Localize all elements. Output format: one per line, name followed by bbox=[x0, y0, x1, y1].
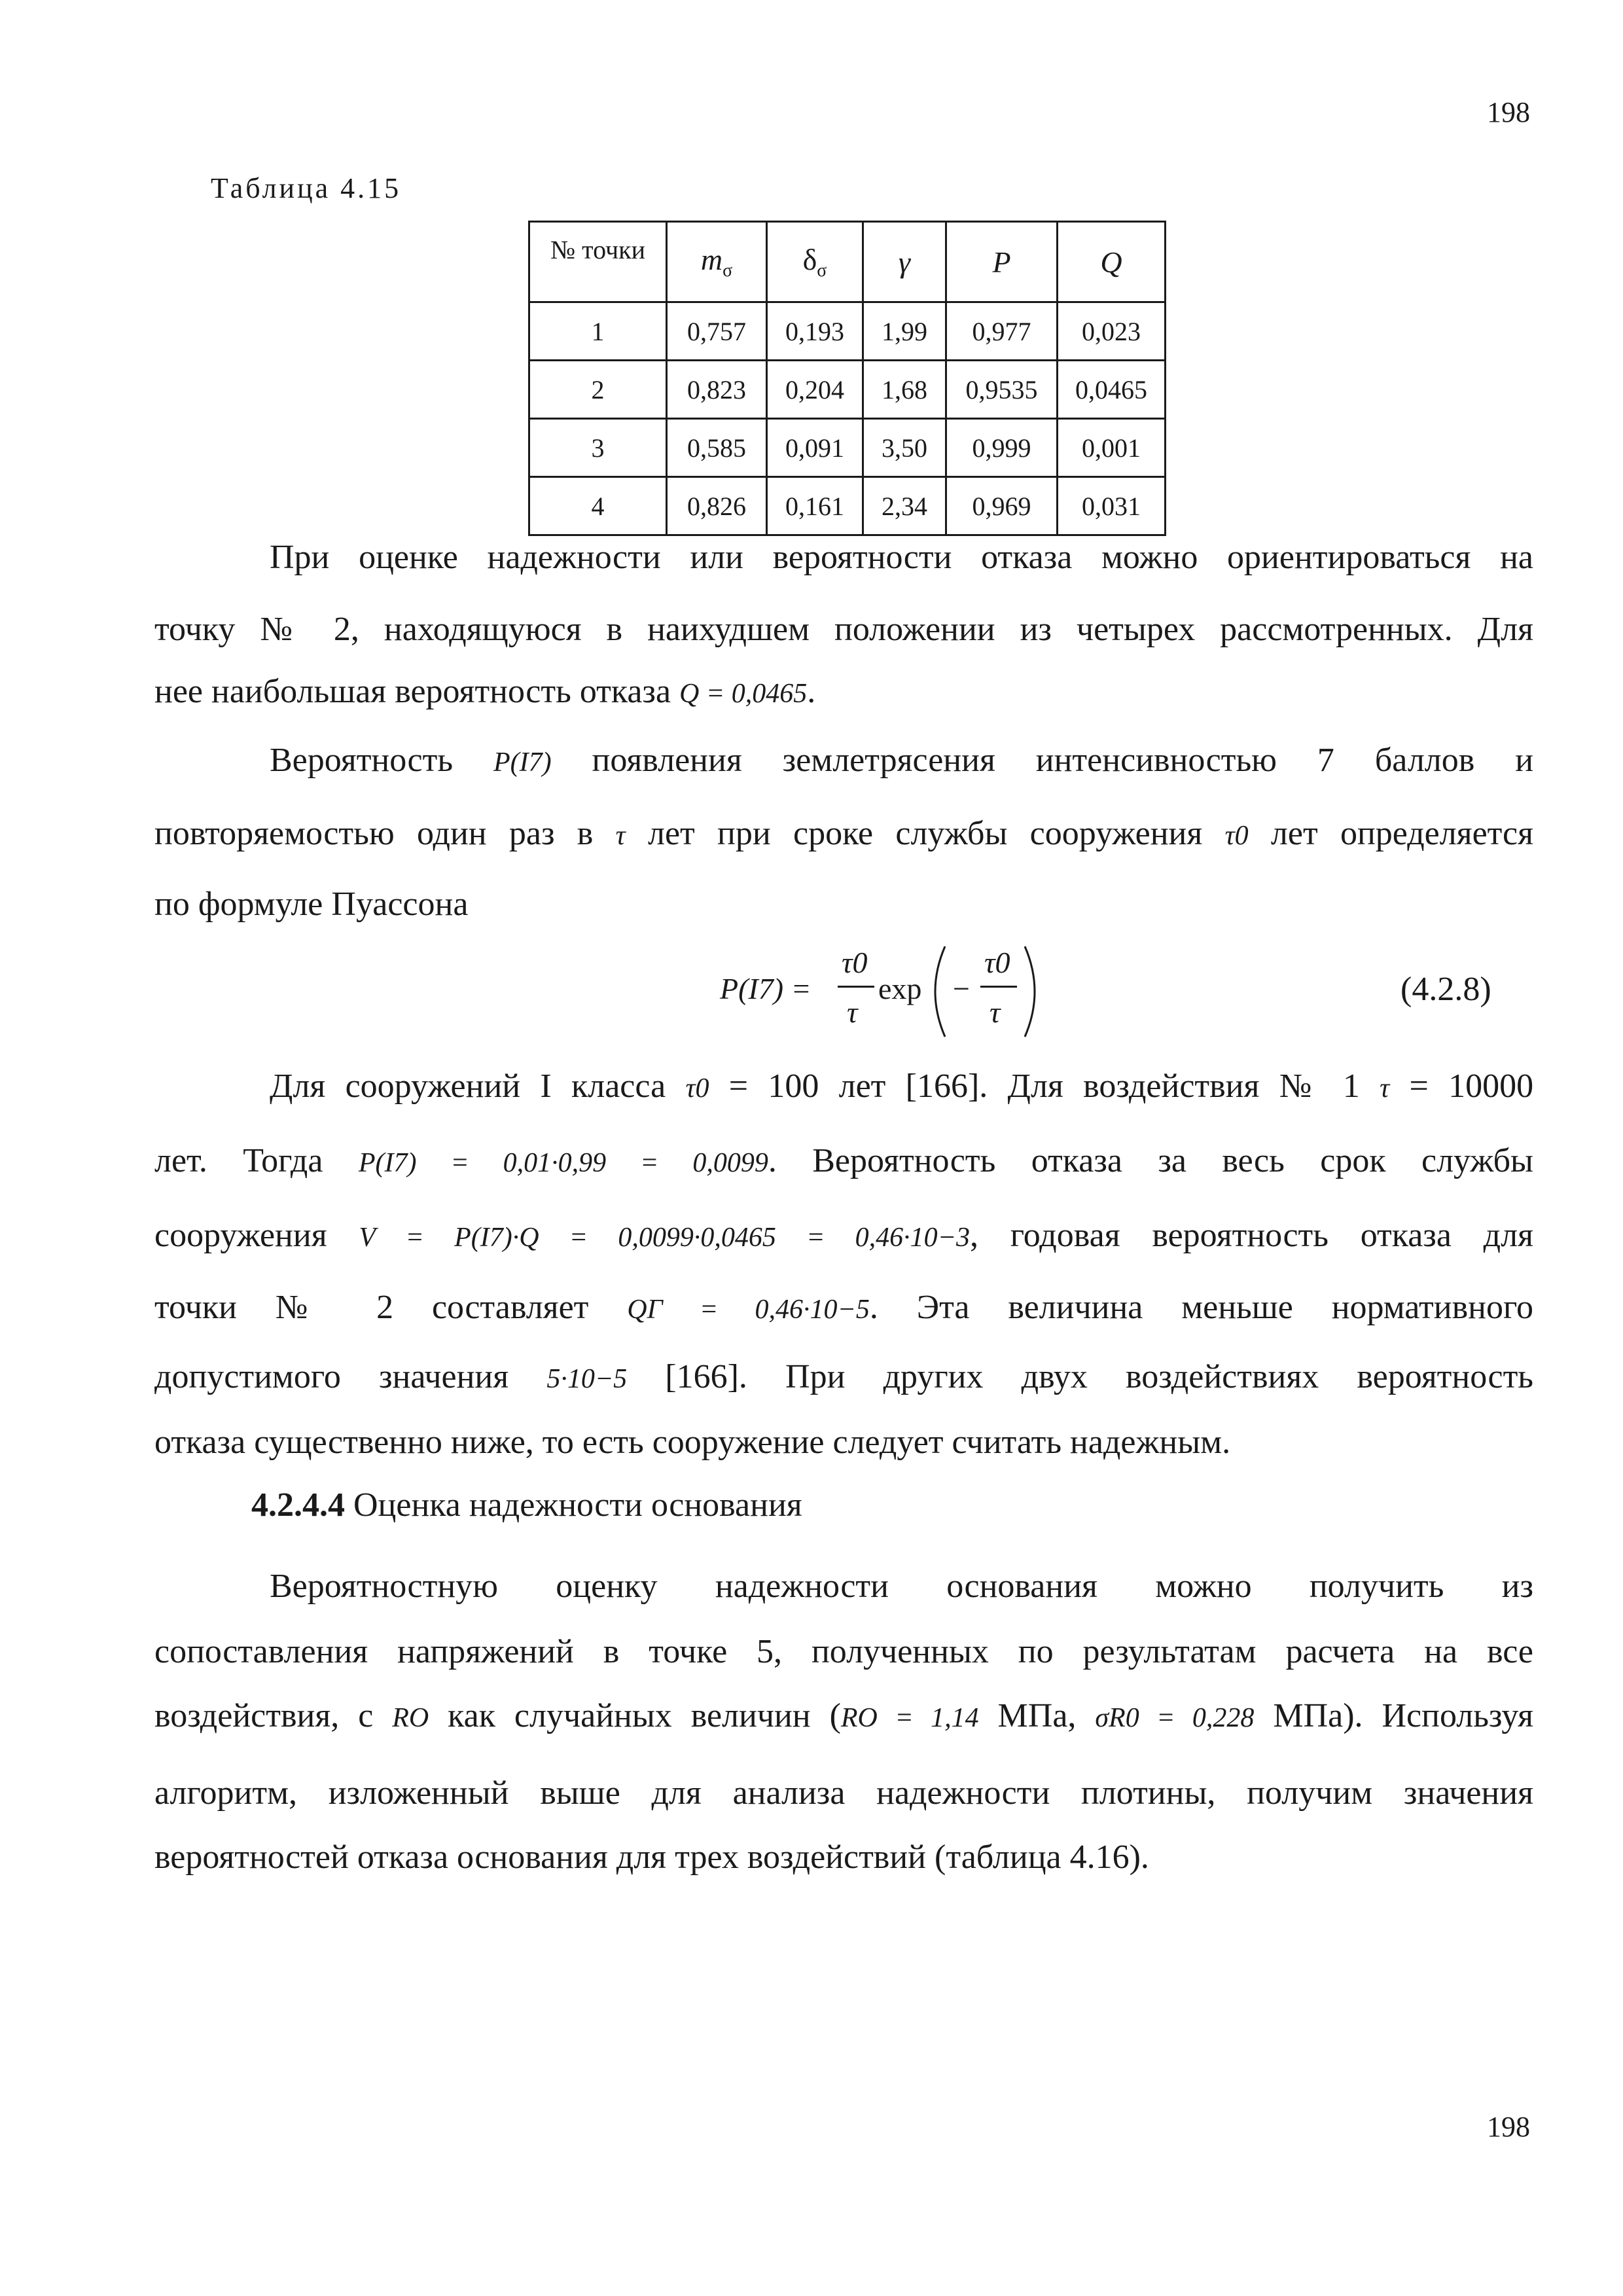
equation-fraction-numerator: τ0 bbox=[842, 946, 868, 979]
table-cell: 0,193 bbox=[767, 302, 863, 361]
table-row bbox=[529, 477, 1166, 535]
table-cell: 0,023 bbox=[1058, 302, 1166, 361]
paragraph-line bbox=[154, 1215, 1533, 1259]
header-gamma: γ bbox=[863, 222, 946, 302]
table-cell: 0,757 bbox=[667, 302, 767, 361]
header-q: Q bbox=[1058, 222, 1166, 302]
inline-text: как случайных величин ( bbox=[448, 1697, 841, 1734]
fraction-bar bbox=[838, 986, 874, 988]
inline-formula: V = P(I7)·Q = 0,0099·0,0465 = 0,46·10−3 bbox=[359, 1223, 971, 1253]
fraction-bar bbox=[980, 986, 1017, 988]
table-cell: 0,091 bbox=[767, 419, 863, 477]
table-cell: 0,204 bbox=[767, 361, 863, 419]
inline-formula: QГ = 0,46·10−5 bbox=[627, 1295, 870, 1325]
inline-formula: 5·10−5 bbox=[546, 1364, 628, 1394]
equation-lhs: P(I7) = bbox=[720, 972, 812, 1005]
paragraph-line: алгоритм, изложенный выше для анализа надежности плотины, получим значения bbox=[154, 1774, 1533, 1812]
inline-text: Для сооружений I класса bbox=[270, 1067, 666, 1105]
table-cell: 0,9535 bbox=[946, 361, 1058, 419]
table-cell: 0,161 bbox=[767, 477, 863, 535]
paragraph-line: сопоставления напряжений в точке 5, полученных по результатам расчета на все bbox=[154, 1633, 1533, 1670]
table-row bbox=[529, 361, 1166, 419]
paragraph-line bbox=[154, 813, 1533, 857]
inline-formula: τ0 bbox=[685, 1073, 709, 1103]
inline-text: лет. Тогда bbox=[154, 1142, 323, 1179]
inline-text: , годовая вероятность отказа для bbox=[970, 1217, 1533, 1254]
page-number-bottom: 198 bbox=[1487, 2111, 1530, 2143]
table-cell: 2,34 bbox=[863, 477, 946, 535]
table-header-row bbox=[529, 222, 1166, 302]
inline-formula: τ bbox=[615, 821, 626, 851]
table-cell: 0,977 bbox=[946, 302, 1058, 361]
table-cell: 0,969 bbox=[946, 477, 1058, 535]
inline-text: допустимого значения bbox=[154, 1358, 509, 1395]
paragraph-line bbox=[154, 1287, 1533, 1331]
inline-text: . Эта величина меньше нормативного bbox=[869, 1289, 1534, 1326]
equation-exp: exp bbox=[878, 972, 922, 1005]
table-cell: 0,0465 bbox=[1058, 361, 1166, 419]
inline-text: = 100 лет [166]. Для воздействия № 1 bbox=[728, 1067, 1360, 1105]
table-cell: 3,50 bbox=[863, 419, 946, 477]
table-cell: 1 bbox=[529, 302, 667, 361]
inline-formula: τ bbox=[1380, 1073, 1390, 1103]
equation-number: (4.2.8) bbox=[1400, 971, 1491, 1008]
inline-formula: σR0 = 0,228 bbox=[1095, 1703, 1255, 1733]
right-paren-icon bbox=[1021, 942, 1047, 1041]
paragraph-line bbox=[270, 740, 1533, 783]
inline-text: лет при сроке службы сооружения bbox=[648, 815, 1203, 852]
inline-formula: τ0 bbox=[1224, 821, 1249, 851]
paragraph-line: точку № 2, находящуюся в наихудшем положении из четырех рассмотренных. Для bbox=[154, 611, 1533, 648]
inline-text: повторяемостью один раз в bbox=[154, 815, 594, 852]
inline-text: точки № 2 составляет bbox=[154, 1289, 589, 1326]
table-row bbox=[529, 302, 1166, 361]
inline-formula: P(I7) bbox=[493, 747, 552, 778]
paragraph-line: При оценке надежности или вероятности отказа можно ориентироваться на bbox=[270, 539, 1533, 576]
table-cell: 0,585 bbox=[667, 419, 767, 477]
header-point-number: № точки bbox=[529, 222, 667, 302]
inline-text: сооружения bbox=[154, 1217, 327, 1254]
inline-text: МПа, bbox=[997, 1697, 1077, 1734]
section-heading bbox=[251, 1484, 1623, 1526]
equation-fraction-denominator: τ bbox=[990, 996, 1001, 1029]
equation-4-2-8 bbox=[720, 942, 1086, 1041]
table-cell: 0,823 bbox=[667, 361, 767, 419]
inline-formula: RO bbox=[392, 1703, 429, 1733]
inline-text: появления землетрясения интенсивностью 7 баллов и bbox=[592, 742, 1534, 779]
table-cell: 0,999 bbox=[946, 419, 1058, 477]
inline-text: нее наибольшая вероятность отказа bbox=[154, 673, 671, 710]
inline-text: воздействия, с bbox=[154, 1697, 374, 1734]
paragraph-line bbox=[154, 671, 1533, 715]
paragraph-line: по формуле Пуассона bbox=[154, 886, 469, 923]
section-number: 4.2.4.4 bbox=[251, 1486, 345, 1524]
paragraph-line bbox=[154, 1140, 1533, 1184]
table-row bbox=[529, 419, 1166, 477]
table-cell: 1,99 bbox=[863, 302, 946, 361]
table-caption: Таблица 4.15 bbox=[211, 172, 402, 204]
left-paren-icon bbox=[923, 942, 949, 1041]
paragraph-line bbox=[154, 1356, 1533, 1400]
inline-formula: P(I7) = 0,01·0,99 = 0,0099 bbox=[358, 1148, 768, 1178]
inline-text: МПа). Используя bbox=[1273, 1697, 1534, 1734]
paragraph-line: отказа существенно ниже, то есть сооружение следует считать надежным. bbox=[154, 1424, 1231, 1461]
paragraph-line bbox=[270, 1066, 1533, 1109]
table-cell: 0,826 bbox=[667, 477, 767, 535]
inline-text: = 10000 bbox=[1409, 1067, 1534, 1105]
inline-text: Вероятность bbox=[270, 742, 454, 779]
page-number-top: 198 bbox=[1487, 96, 1530, 128]
table-cell: 1,68 bbox=[863, 361, 946, 419]
inline-text: [166]. При других двух воздействиях вероятность bbox=[665, 1358, 1534, 1395]
inline-formula: RO = 1,14 bbox=[840, 1703, 979, 1733]
table-cell: 3 bbox=[529, 419, 667, 477]
paragraph-line: вероятностей отказа основания для трех воздействий (таблица 4.16). bbox=[154, 1839, 1149, 1876]
header-delta-sigma: $\delta_\sigma$ bbox=[767, 222, 863, 302]
section-title: Оценка надежности основания bbox=[353, 1486, 802, 1524]
data-table bbox=[528, 221, 1166, 536]
inline-text: . Вероятность отказа за весь срок службы bbox=[768, 1142, 1533, 1179]
minus-sign: − bbox=[953, 972, 970, 1005]
equation-fraction-denominator: τ bbox=[847, 996, 858, 1029]
inline-text: лет определяется bbox=[1270, 815, 1534, 852]
inline-formula: Q = 0,0465 bbox=[679, 679, 808, 709]
inline-text: . bbox=[807, 673, 816, 710]
header-m-sigma: $m_\sigma$ bbox=[667, 222, 767, 302]
table-cell: 4 bbox=[529, 477, 667, 535]
equation-fraction-numerator: τ0 bbox=[984, 946, 1010, 979]
table-cell: 0,001 bbox=[1058, 419, 1166, 477]
table-cell: 0,031 bbox=[1058, 477, 1166, 535]
paragraph-line: Вероятностную оценку надежности основания можно получить из bbox=[270, 1568, 1533, 1605]
header-p: P bbox=[946, 222, 1058, 302]
table-cell: 2 bbox=[529, 361, 667, 419]
paragraph-line bbox=[154, 1695, 1533, 1739]
